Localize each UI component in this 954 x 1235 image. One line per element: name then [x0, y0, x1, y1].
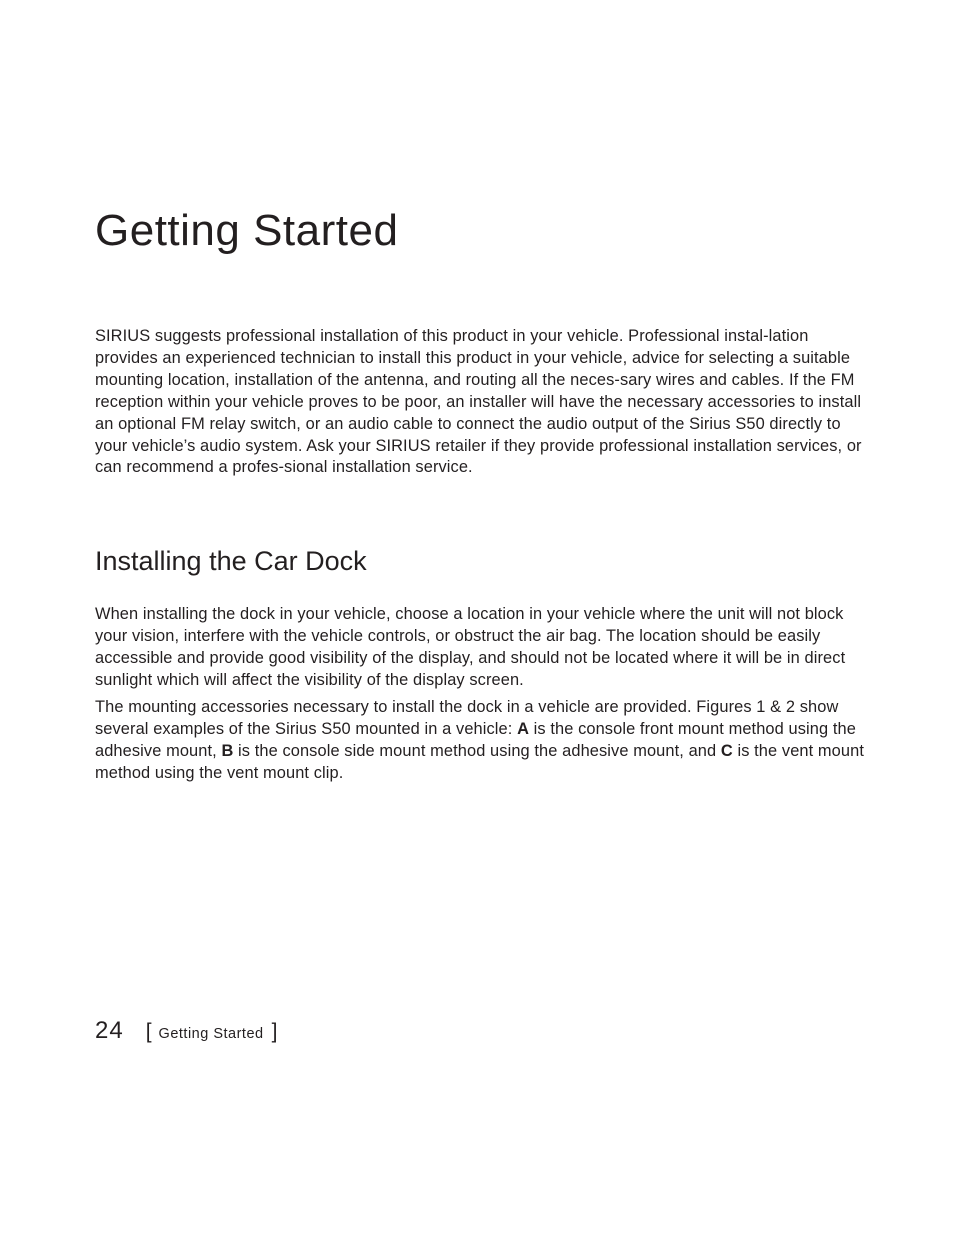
dock-paragraph-accessories	[95, 697, 865, 785]
dock-paragraph-location: When installing the dock in your vehicle, choose a location in your vehicle where the unit will not block your vision, interfere with the vehicle controls, or obstruct the air bag. The location should be easily accessible and provide good visibility of the display, and should not be located where it will be in direct sunlight which will affect the visibility of the display screen.	[95, 605, 846, 689]
section-heading-car-dock: Installing the Car Dock	[95, 546, 367, 576]
accessories-text-3: is the console side mount method using the adhesive mount, and	[233, 741, 721, 760]
page-number: 24	[95, 1017, 124, 1044]
bracket-open: [	[145, 1020, 152, 1043]
page-title: Getting Started	[95, 206, 399, 255]
page-footer	[95, 1017, 277, 1045]
accessories-text-4: is the vent mount method using the vent mount clip.	[95, 741, 864, 782]
mount-label-b: B	[221, 741, 234, 760]
mount-label-a: A	[517, 719, 529, 738]
bracket-close: ]	[271, 1020, 278, 1043]
accessories-text-2: is the console front mount method using the adhesive mount,	[95, 719, 856, 760]
mount-label-c: C	[720, 741, 733, 760]
intro-paragraph: SIRIUS suggests professional installation of this product in your vehicle. Professional instal-lation provides an experienced technician to install this product in your vehicle, advice for selecting a suitable mounting location, installation of the antenna, and routing all the neces-sary wires and cables. If the FM reception within your vehicle proves to be poor, an installer will have the necessary accessories to install an optional FM relay switch, or an audio cable to connect the audio output of the Sirius S50 directly to your vehicle’s audio system. Ask your SIRIUS retailer if they provide professional installation services, or can recommend a profes-sional installation service.	[95, 327, 862, 477]
accessories-text-1: The mounting accessories necessary to install the dock in a vehicle are provided. Figures 1 & 2 show several examples of the Sirius S50 mounted in a vehicle:	[95, 698, 839, 738]
running-title: Getting Started	[158, 1026, 264, 1042]
